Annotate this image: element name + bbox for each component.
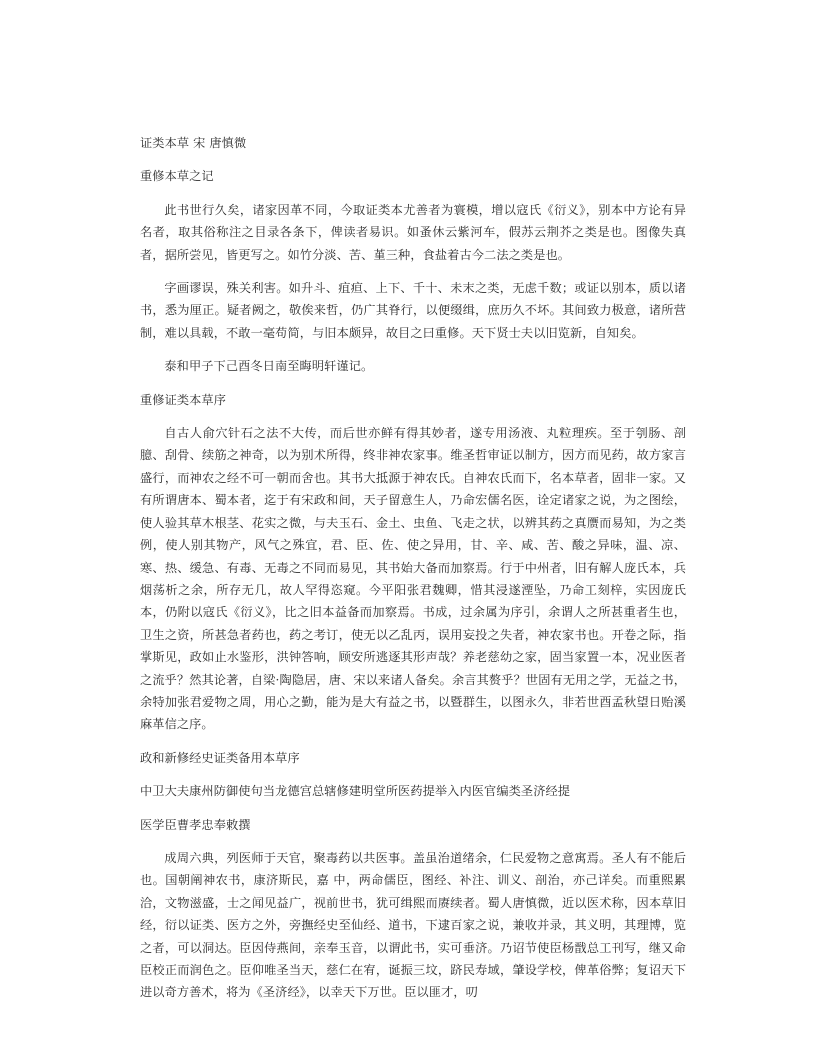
heading-zhenghe-xinxiu-xu: 政和新修经史证类备用本草序 xyxy=(140,750,300,765)
paragraph-chongxiu-bencao-zhi-ji-2: 字画谬误，殊关利害。如升斗、疽疸、上下、千十、未末之类，无虑千数；或证以别本，质以诸书，悉为厘正。疑者阙之，敬俟来哲，仍广其脊行，以便缀缉，庶历久不坏。其间致力极意，诸所营制，难以具载，不敢一毫苟简，与旧本颇异，故目之曰重修。天下贤士夫以旧览新，自知矣。 xyxy=(140,281,686,340)
heading-chongxiu-bencao-zhi-ji: 重修本草之记 xyxy=(140,169,214,184)
heading-author-titles: 中卫大夫康州防御使句当龙德宫总辖修建明堂所医药提举入内医官编类圣济经提 xyxy=(140,784,571,799)
document-title-line: 证类本草 宋 唐慎微 xyxy=(140,136,247,150)
heading-chongxiu-zhenglei-bencao-xu: 重修证类本草序 xyxy=(140,392,227,407)
paragraph-zhenghe-xinxiu-xu-1: 成周六典，列医师于天官，聚毒药以共医事。盖虽治道绪余，仁民爱物之意寓焉。圣人有不能后也。国朝阐神农书，康济斯民，嘉 中，两命儒臣，图经、补注、训义、剖治，亦己详矣。而重熙累洽，文物滋盛，士之闻见益广，视前世书，犹可缉熙而赓续者。蜀人唐慎微，近以医术称，因本草旧经，衍以证类、医方之外，旁撫经史至仙经、道书，下逮百家之说，兼收并录，其义明，其理博，览之者，可以洞达。臣因侍燕间，亲奉玉音，以谓此书，实可垂济。乃诏节使臣杨戬总工刊写，继又命臣校正而润色之。臣仰唯圣当天，慈仁在宥，诞振三坟，跻民寿域，肇设学校，俾革俗弊；复诏天下进以奇方善术，将为《圣济经》，以幸天下万世。臣以匪才，叨 xyxy=(140,850,686,1000)
heading-author-name: 医学臣曹孝忠奉敕撰 xyxy=(140,817,251,832)
paragraph-chongxiu-bencao-zhi-ji-1: 此书世行久矣，诸家因革不同，今取证类本尤善者为寰模，增以寇氏《衍义》，别本中方论有异名者，取其俗称注之目录各条下，俾读者易识。如蚤休云紫河车，假苏云荆芥之类是也。图像失真者，据所尝见，皆更写之。如竹分淡、苦、堇三种，食盐着古今二法之类是也。 xyxy=(140,202,686,262)
paragraph-colophon-date: 泰和甲子下己酉冬日南至晦明轩谨记。 xyxy=(164,359,374,374)
paragraph-chongxiu-zhenglei-bencao-xu-1: 自古人俞穴针石之法不大传，而后世亦鲜有得其妙者，遂专用汤液、丸粒理疾。至于刳肠、剖臆、刮骨、续筋之神奇，以为别术所得，终非神农家事。维圣哲审证以制方，因方而见药，故方家言盛行，而神农之经不可一朝而舍也。其书大抵源于神农氏。自神农氏而下，名本草者，固非一家。又有所谓唐本、蜀本者，迄于有宋政和间，天子留意生人，乃命宏儒名医，诠定诸家之说，为之图绘，使人验其草木根茎、花实之微，与夫玉石、金土、虫鱼、飞走之状，以辨其药之真赝而易知，为之类例，使人别其物产，风气之殊宜，君、臣、佐、使之异用，甘、辛、咸、苦、酸之异味，温、凉、寒、热、缓急、有毒、无毒之不同而易见，其书始大备而加察焉。行于中州者，旧有解人庞氏本，兵烟荡析之余，所存无几，故人罕得恣窥。今平阳张君魏卿，惜其浸遂湮坠，乃命工刻梓，实因庞氏本，仍附以寇氏《衍义》，比之旧本益备而加察焉。书成，过余属为序引，余谓人之所甚重者生也，卫生之资，所甚急者药也，药之考订，使无以乙乱丙，误用妄投之失者，神农家书也。开卷之际，指掌斯见，政如止水鉴形，洪钟答响，顾安所逃逐其形声哉？养老慈幼之家，固当家置一本，况业医者之流乎？然其论著，自梁·陶隐居，唐、宋以来诸人备矣。余言其赘乎？世固有无用之学，无益之书，余特加张君爱物之周，用心之勤，能为是大有益之书，以暨群生，以图永久，非若世酉孟秋望日贻溪麻革信之序。 xyxy=(140,426,686,732)
